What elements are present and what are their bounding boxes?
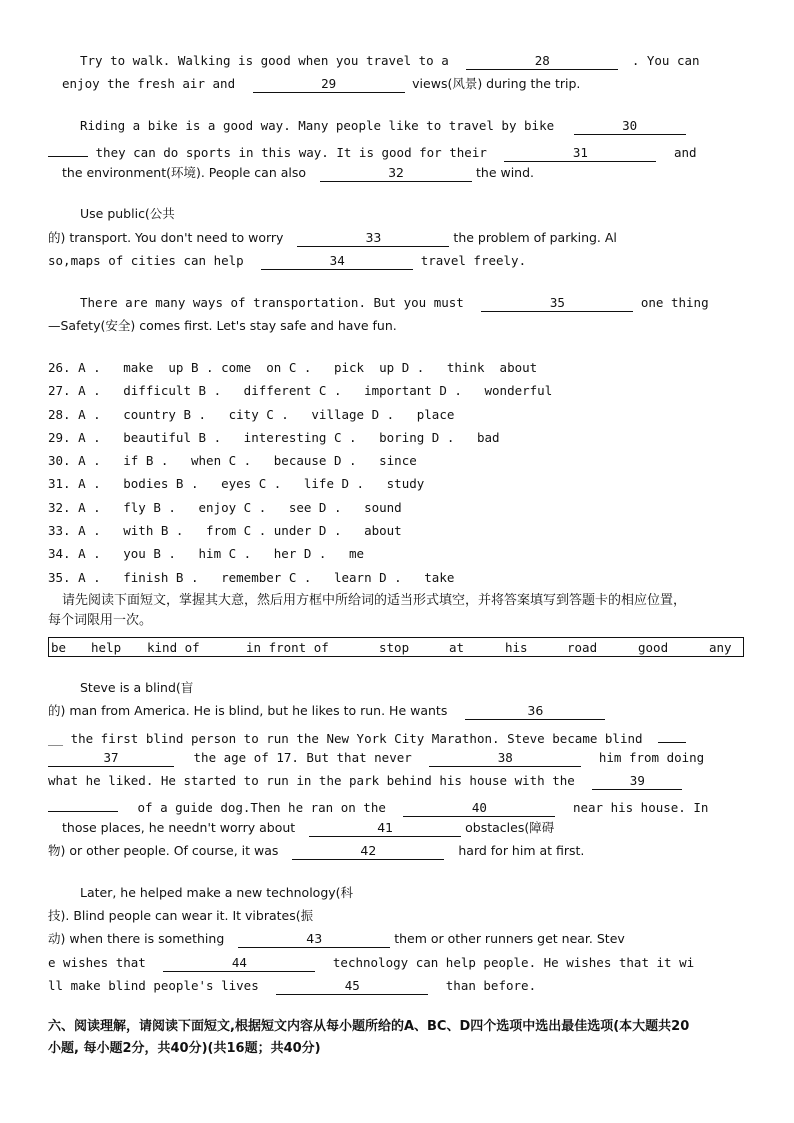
option-32: 32. A . fly B . enjoy C . see D . sound — [48, 500, 402, 515]
blank-30-cont — [48, 141, 88, 157]
blank-39: 39 — [592, 774, 682, 790]
blank-37: 37 — [48, 751, 174, 767]
blank-28: 28 — [466, 54, 618, 70]
word-road: road — [567, 640, 598, 655]
p2-line3: the environment(环境). People can also 32 the wind. — [62, 165, 535, 180]
word-in-front-of: in front of — [246, 640, 329, 655]
p6-line3: 动) when there is something 43 them or other runners get near. Stev — [48, 931, 625, 946]
word-his: his — [505, 640, 528, 655]
p6-line1: Later, he helped make a new technology(科 — [80, 885, 354, 900]
p5-line1: Steve is a blind(盲 — [80, 680, 194, 695]
blank-42: 42 — [292, 844, 444, 860]
p5-line8: 物) or other people. Of course, it was 42 hard for him at first. — [48, 843, 585, 858]
blank-39-cont — [48, 796, 118, 812]
blank-40: 40 — [403, 801, 555, 817]
blank-45: 45 — [276, 979, 428, 995]
p5-line6: of a guide dog.Then he ran on the 40 near his house. In — [48, 796, 708, 817]
blank-32: 32 — [320, 166, 472, 182]
blank-41: 41 — [309, 821, 461, 837]
option-27: 27. A . difficult B . different C . important D . wonderful — [48, 383, 553, 398]
word-kind-of: kind of — [147, 640, 200, 655]
blank-33: 33 — [297, 231, 449, 247]
option-34: 34. A . you B . him C . her D . me — [48, 546, 365, 561]
section-6-line1: 六、阅读理解，请阅读下面短文,根据短文内容从每小题所给的A、BC、D四个选项中选出最佳选项(本大题共20 — [48, 1019, 690, 1034]
blank-43: 43 — [238, 932, 390, 948]
p6-line2: 技). Blind people can wear it. It vibrates(振 — [48, 908, 314, 923]
option-35: 35. A . finish B . remember C . learn D . take — [48, 570, 455, 585]
p4-line1: There are many ways of transportation. But you must 35 one thing — [80, 295, 709, 310]
option-26: 26. A . make up B . come on C . pick up D . think about — [48, 360, 538, 375]
word-any: any — [709, 640, 732, 655]
option-28: 28. A . country B . city C . village D . place — [48, 407, 455, 422]
option-30: 30. A . if B . when C . because D . since — [48, 453, 417, 468]
p5-line2: 的) man from America. He is blind, but he likes to run. He wants 36 — [48, 703, 605, 720]
word-good: good — [638, 640, 669, 655]
word-box — [48, 637, 744, 657]
blank-34: 34 — [261, 254, 413, 270]
p5-line5: what he liked. He started to run in the park behind his house with the 39 — [48, 773, 682, 790]
option-31: 31. A . bodies B . eyes C . life D . study — [48, 476, 425, 491]
p3-line3: so,maps of cities can help 34 travel freely. — [48, 253, 527, 268]
section-6-heading — [48, 1016, 748, 1060]
p6-line5: ll make blind people's lives 45 than before. — [48, 978, 537, 993]
section-6-line2: 小题, 每小题2分，共40分)(共16题；共40分) — [48, 1041, 321, 1056]
word-stop: stop — [379, 640, 410, 655]
instruction — [48, 591, 748, 631]
blank-38: 38 — [429, 751, 581, 767]
word-at: at — [449, 640, 465, 655]
instruction-line1: 请先阅读下面短文，掌握其大意，然后用方框中所给词的适当形式填空，并将答案填写到答题卡的相应位置， — [62, 593, 687, 608]
p2-line2: they can do sports in this way. It is good for their 31 and — [48, 141, 697, 162]
p1-line2: enjoy the fresh air and 29 views(风景) during the trip. — [62, 76, 581, 91]
blank-29: 29 — [253, 77, 405, 93]
blank-36: 36 — [465, 704, 605, 720]
p6-line4: e wishes that 44 technology can help people. He wishes that it wi — [48, 955, 695, 970]
p5-line7: those places, he needn't worry about 41 obstacles(障碍 — [62, 820, 555, 835]
blank-44: 44 — [163, 956, 315, 972]
p1-line1: Try to walk. Walking is good when you travel to a 28 . You can — [80, 53, 700, 68]
word-help: help — [91, 640, 122, 655]
word-be: be — [51, 640, 67, 655]
blank-37-start — [658, 727, 686, 743]
blank-35: 35 — [481, 296, 633, 312]
instruction-line2: 每个词限用一次。 — [48, 613, 153, 628]
p5-line4: 37 the age of 17. But that never 38 him from doing — [48, 750, 704, 767]
p3-line2: 的) transport. You don't need to worry 33 the problem of parking. Al — [48, 230, 617, 245]
p3-line1: Use public(公共 — [80, 206, 175, 221]
option-33: 33. A . with B . from C . under D . about — [48, 523, 402, 538]
p5-line3: __ the first blind person to run the New York City Marathon. Steve became blind — [48, 727, 686, 747]
blank-30: 30 — [574, 119, 686, 135]
p4-line2: —Safety(安全) comes first. Let's stay safe and have fun. — [48, 318, 397, 333]
blank-31: 31 — [504, 146, 656, 162]
option-29: 29. A . beautiful B . interesting C . boring D . bad — [48, 430, 500, 445]
p2-line1: Riding a bike is a good way. Many people like to travel by bike 30 — [80, 118, 686, 135]
